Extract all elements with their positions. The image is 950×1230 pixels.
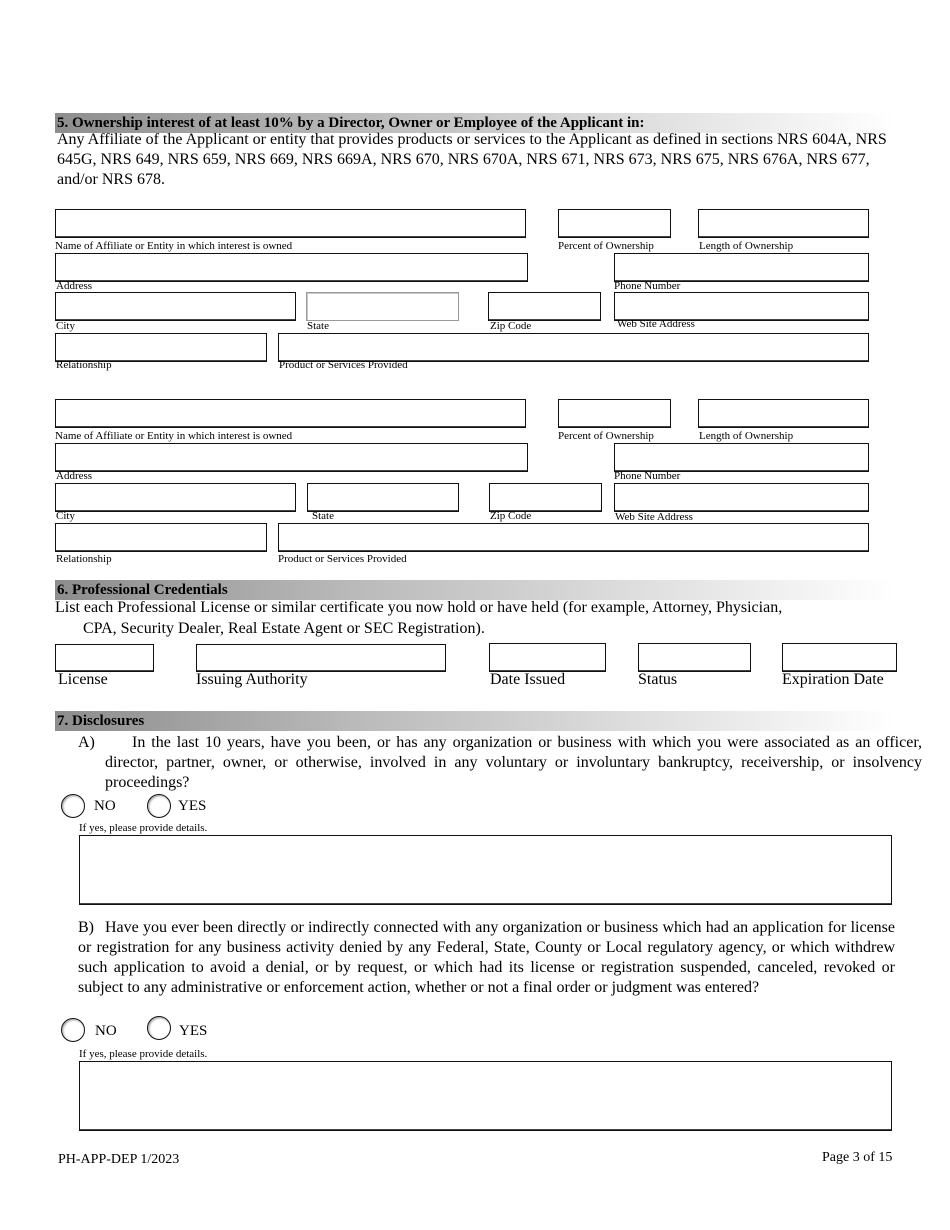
question-b-marker: B) xyxy=(78,919,94,936)
question-a-body: In the last 10 years, have you been, or has any organization or business with which you were associated as an officer, director, partner, owner, or otherwise, involved in any voluntary or involuntary bankruptcy, receivership, or insolvency proceedings? xyxy=(105,734,922,791)
label-zip: Zip Code xyxy=(490,510,532,522)
section-5-header: 5. Ownership interest of at least 10% by a Director, Owner or Employee of the Applicant in: xyxy=(55,113,895,133)
question-b-body: Have you ever been directly or indirectly connected with any organization or business which had an application for license or registration for any business activity denied by any Federal, State, County or Local regulatory agency, or which withdrew such application to avoid a denial, or by request, or which had its license or registration suspended, canceled, revoked or subject to any administrative or enforcement action, whether or not a final order or judgment was entered? xyxy=(78,919,895,996)
license-input[interactable] xyxy=(55,644,154,672)
label-products: Product or Services Provided xyxy=(279,359,408,371)
relationship-input-2[interactable] xyxy=(55,523,267,552)
label-license: License xyxy=(58,671,108,688)
label-expiration-date: Expiration Date xyxy=(782,671,884,688)
label-website: Web Site Address xyxy=(615,511,693,523)
address-input-2[interactable] xyxy=(55,443,528,472)
status-input[interactable] xyxy=(638,643,751,672)
label-affiliate-name: Name of Affiliate or Entity in which interest is owned xyxy=(55,430,293,442)
section-7-header: 7. Disclosures xyxy=(55,711,895,731)
question-a-yes-radio[interactable] xyxy=(147,794,171,818)
question-a-yes-label: YES xyxy=(178,798,207,814)
date-issued-input[interactable] xyxy=(489,643,606,672)
relationship-input-1[interactable] xyxy=(55,333,267,362)
length-ownership-input-1[interactable] xyxy=(698,209,869,238)
website-input-1[interactable] xyxy=(614,292,869,321)
label-percent-ownership: Percent of Ownership xyxy=(558,430,654,442)
percent-ownership-input-1[interactable] xyxy=(558,209,671,238)
label-city: City xyxy=(56,320,75,332)
section-6-description-line2: CPA, Security Dealer, Real Estate Agent or SEC Registration). xyxy=(83,620,485,637)
label-phone: Phone Number xyxy=(614,470,681,482)
question-a-marker: A) xyxy=(78,734,95,751)
label-phone: Phone Number xyxy=(614,280,681,292)
question-a-no-label: NO xyxy=(94,798,116,814)
label-percent-ownership: Percent of Ownership xyxy=(558,240,654,252)
affiliate-name-input-2[interactable] xyxy=(55,399,526,428)
question-b-text xyxy=(78,918,895,998)
website-input-2[interactable] xyxy=(614,483,869,512)
city-input-2[interactable] xyxy=(55,483,296,512)
state-input-1[interactable] xyxy=(306,292,459,321)
question-b-details-textarea[interactable] xyxy=(79,1061,892,1131)
expiration-date-input[interactable] xyxy=(782,643,897,672)
form-id: PH-APP-DEP 1/2023 xyxy=(58,1152,180,1167)
section-6-description-line1: List each Professional License or similar certificate you now hold or have held (for example, Attorney, Physician, xyxy=(55,599,783,616)
question-b-no-label: NO xyxy=(95,1023,117,1039)
label-length-ownership: Length of Ownership xyxy=(699,240,794,252)
label-issuing-authority: Issuing Authority xyxy=(196,671,308,688)
address-input-1[interactable] xyxy=(55,253,528,282)
issuing-authority-input[interactable] xyxy=(196,644,446,672)
question-a-details-hint: If yes, please provide details. xyxy=(79,822,208,834)
question-b-yes-label: YES xyxy=(179,1023,208,1039)
zip-input-1[interactable] xyxy=(488,292,601,321)
products-input-2[interactable] xyxy=(278,523,869,552)
question-b-no-radio[interactable] xyxy=(61,1018,85,1042)
label-relationship: Relationship xyxy=(56,359,112,371)
question-a-details-textarea[interactable] xyxy=(79,835,892,905)
label-zip: Zip Code xyxy=(490,320,532,332)
label-products: Product or Services Provided xyxy=(278,553,407,565)
page-number: Page 3 of 15 xyxy=(822,1150,893,1165)
label-address: Address xyxy=(56,280,93,292)
percent-ownership-input-2[interactable] xyxy=(558,399,671,428)
phone-input-2[interactable] xyxy=(614,443,869,472)
city-input-1[interactable] xyxy=(55,292,296,321)
question-a-text xyxy=(78,733,922,793)
section-6-header: 6. Professional Credentials xyxy=(55,580,895,600)
phone-input-1[interactable] xyxy=(614,253,869,282)
section-5-description: Any Affiliate of the Applicant or entity that provides products or services to the Applicant as defined in sections NRS 604A, NRS 645G, NRS 649, NRS 659, NRS 669, NRS 669A, NRS 670, NRS 670A, NRS 671, NRS 673, NRS 675, NRS 676A, NRS 677, and/or NRS 678. xyxy=(57,131,887,188)
products-input-1[interactable] xyxy=(278,333,869,362)
label-state: State xyxy=(307,320,329,332)
question-b-yes-radio[interactable] xyxy=(147,1016,171,1040)
label-status: Status xyxy=(638,671,678,688)
state-input-2[interactable] xyxy=(307,483,459,512)
label-address: Address xyxy=(56,470,93,482)
length-ownership-input-2[interactable] xyxy=(698,399,869,428)
label-relationship: Relationship xyxy=(56,553,112,565)
zip-input-2[interactable] xyxy=(489,483,602,512)
question-b-details-hint: If yes, please provide details. xyxy=(79,1048,208,1060)
label-length-ownership: Length of Ownership xyxy=(699,430,794,442)
question-a-no-radio[interactable] xyxy=(61,794,85,818)
label-state: State xyxy=(312,510,334,522)
label-website: Web Site Address xyxy=(617,318,695,330)
label-affiliate-name: Name of Affiliate or Entity in which interest is owned xyxy=(55,240,293,252)
affiliate-name-input-1[interactable] xyxy=(55,209,526,238)
label-date-issued: Date Issued xyxy=(490,671,566,688)
label-city: City xyxy=(56,510,75,522)
